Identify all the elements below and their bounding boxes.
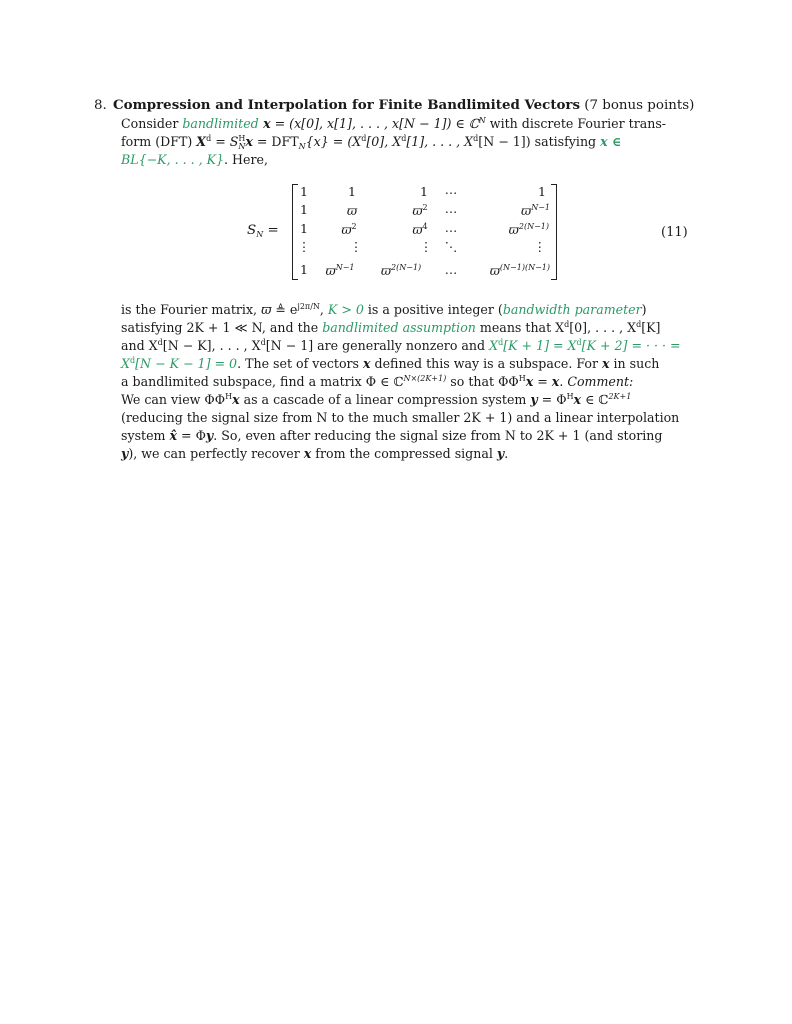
matrix-cell: 1: [348, 184, 356, 199]
matrix-right-bracket: [551, 184, 557, 280]
matrix-cell: ⋮: [349, 239, 363, 254]
para2-line-9: y), we can perfectly recover x from the compressed signal y.: [121, 446, 509, 461]
matrix-cell: 1: [300, 221, 308, 236]
equation-number: (11): [661, 225, 688, 240]
matrix-cell: ⋮: [533, 239, 546, 254]
matrix-cell: $ϖ^4$: [412, 222, 428, 237]
matrix-cell: ϖ: [346, 203, 358, 218]
para1-line-3: BL{−K, . . . , K}. Here,: [121, 152, 268, 167]
para2-line-2: satisfying 2K + 1 ≪ N, and the bandlimited assumption means that $X^d[0]$, . . . , $X^d[K]$: [121, 320, 661, 335]
term-bandlimited-assumption: bandlimited assumption: [322, 320, 476, 335]
matrix-cell: …: [444, 220, 458, 235]
matrix-cell: …: [444, 182, 458, 197]
problem-heading: [94, 96, 694, 115]
matrix-cell: 1: [538, 184, 546, 199]
matrix-cell: $ϖ^{2(N-1)}$: [508, 222, 549, 237]
matrix-cell: $ϖ^{N-1}$: [325, 263, 355, 278]
para2-line-4: $X^d[N - K - 1] = 0$. The set of vectors x defined this way is a subspace. For x in such: [121, 356, 660, 371]
problem-number: 8.: [94, 98, 107, 113]
matrix-cell: $ϖ^{(N-1)(N-1)}$: [489, 263, 550, 278]
matrix-cell: $ϖ^2$: [412, 203, 428, 218]
para2-line-7: (reducing the signal size from N to the much smaller 2K + 1) and a linear interpolation: [121, 410, 680, 425]
matrix-cell: 1: [300, 262, 308, 277]
term-bandwidth-parameter: bandwidth parameter: [502, 302, 642, 317]
para2-line-3: and $X^d[N - K]$, . . . , $X^d[N - 1]$ are generally nonzero and $X^d[K + 1] = X^d[K + 2]$ = · · · =: [121, 338, 681, 353]
matrix-cell: ⋱: [444, 239, 458, 254]
matrix-cell: 1: [300, 202, 308, 217]
para1-line-2: form (DFT) $X^d = S^H_Nx = DFT_N\{x\} = (X^d[0]$, $X^d[1]$, . . . , $X^d[N - 1]$) satisfying x ∈: [121, 134, 622, 151]
problem-title: Compression and Interpolation for Finite Bandlimited Vectors: [113, 97, 581, 113]
para1-line-1: Consider bandlimited x = (x[0], x[1], . . . , x[N − 1]) ∈ ℂ$^N$ with discrete Fourier trans-: [121, 116, 667, 131]
term-bl-set: BL{−K, . . . , K}: [121, 152, 225, 167]
matrix-cell: $ϖ^2$: [341, 222, 357, 237]
matrix-left-bracket: [292, 184, 298, 280]
matrix-cell: ⋮: [419, 239, 433, 254]
problem-points: (7 bonus points): [584, 98, 695, 113]
matrix-cell: …: [444, 262, 458, 277]
para2-line-1: is the Fourier matrix, ϖ ≜ $e^{j2\pi/N}$, K > 0 is a positive integer (bandwidth parameter): [121, 302, 647, 317]
matrix-cell: $ϖ^{N-1}$: [521, 203, 550, 218]
matrix-cell: $ϖ^{2(N-1)}$: [380, 263, 422, 278]
matrix-cell: 1: [420, 184, 428, 199]
para2-line-8: system x̂ = Φy. So, even after reducing the signal size from N to 2K + 1 (and storing: [121, 428, 663, 443]
matrix-cell: ⋮: [297, 239, 311, 254]
para2-line-5: a bandlimited subspace, find a matrix Φ ∈ ℂ$^{N\times(2K+1)}$ so that $\Phi\Phi^Hx = x$. Comment:: [121, 374, 634, 389]
para2-line-6: We can view $\Phi\Phi^Hx$ as a cascade of a linear compression system $y = \Phi^Hx$ ∈ ℂ$^{2K+1}$: [121, 392, 632, 407]
matrix-cell: …: [444, 201, 458, 216]
matrix-cell: 1: [300, 184, 308, 199]
matrix-label: $S_N$ =: [247, 223, 279, 239]
term-bandlimited: bandlimited: [182, 116, 259, 131]
